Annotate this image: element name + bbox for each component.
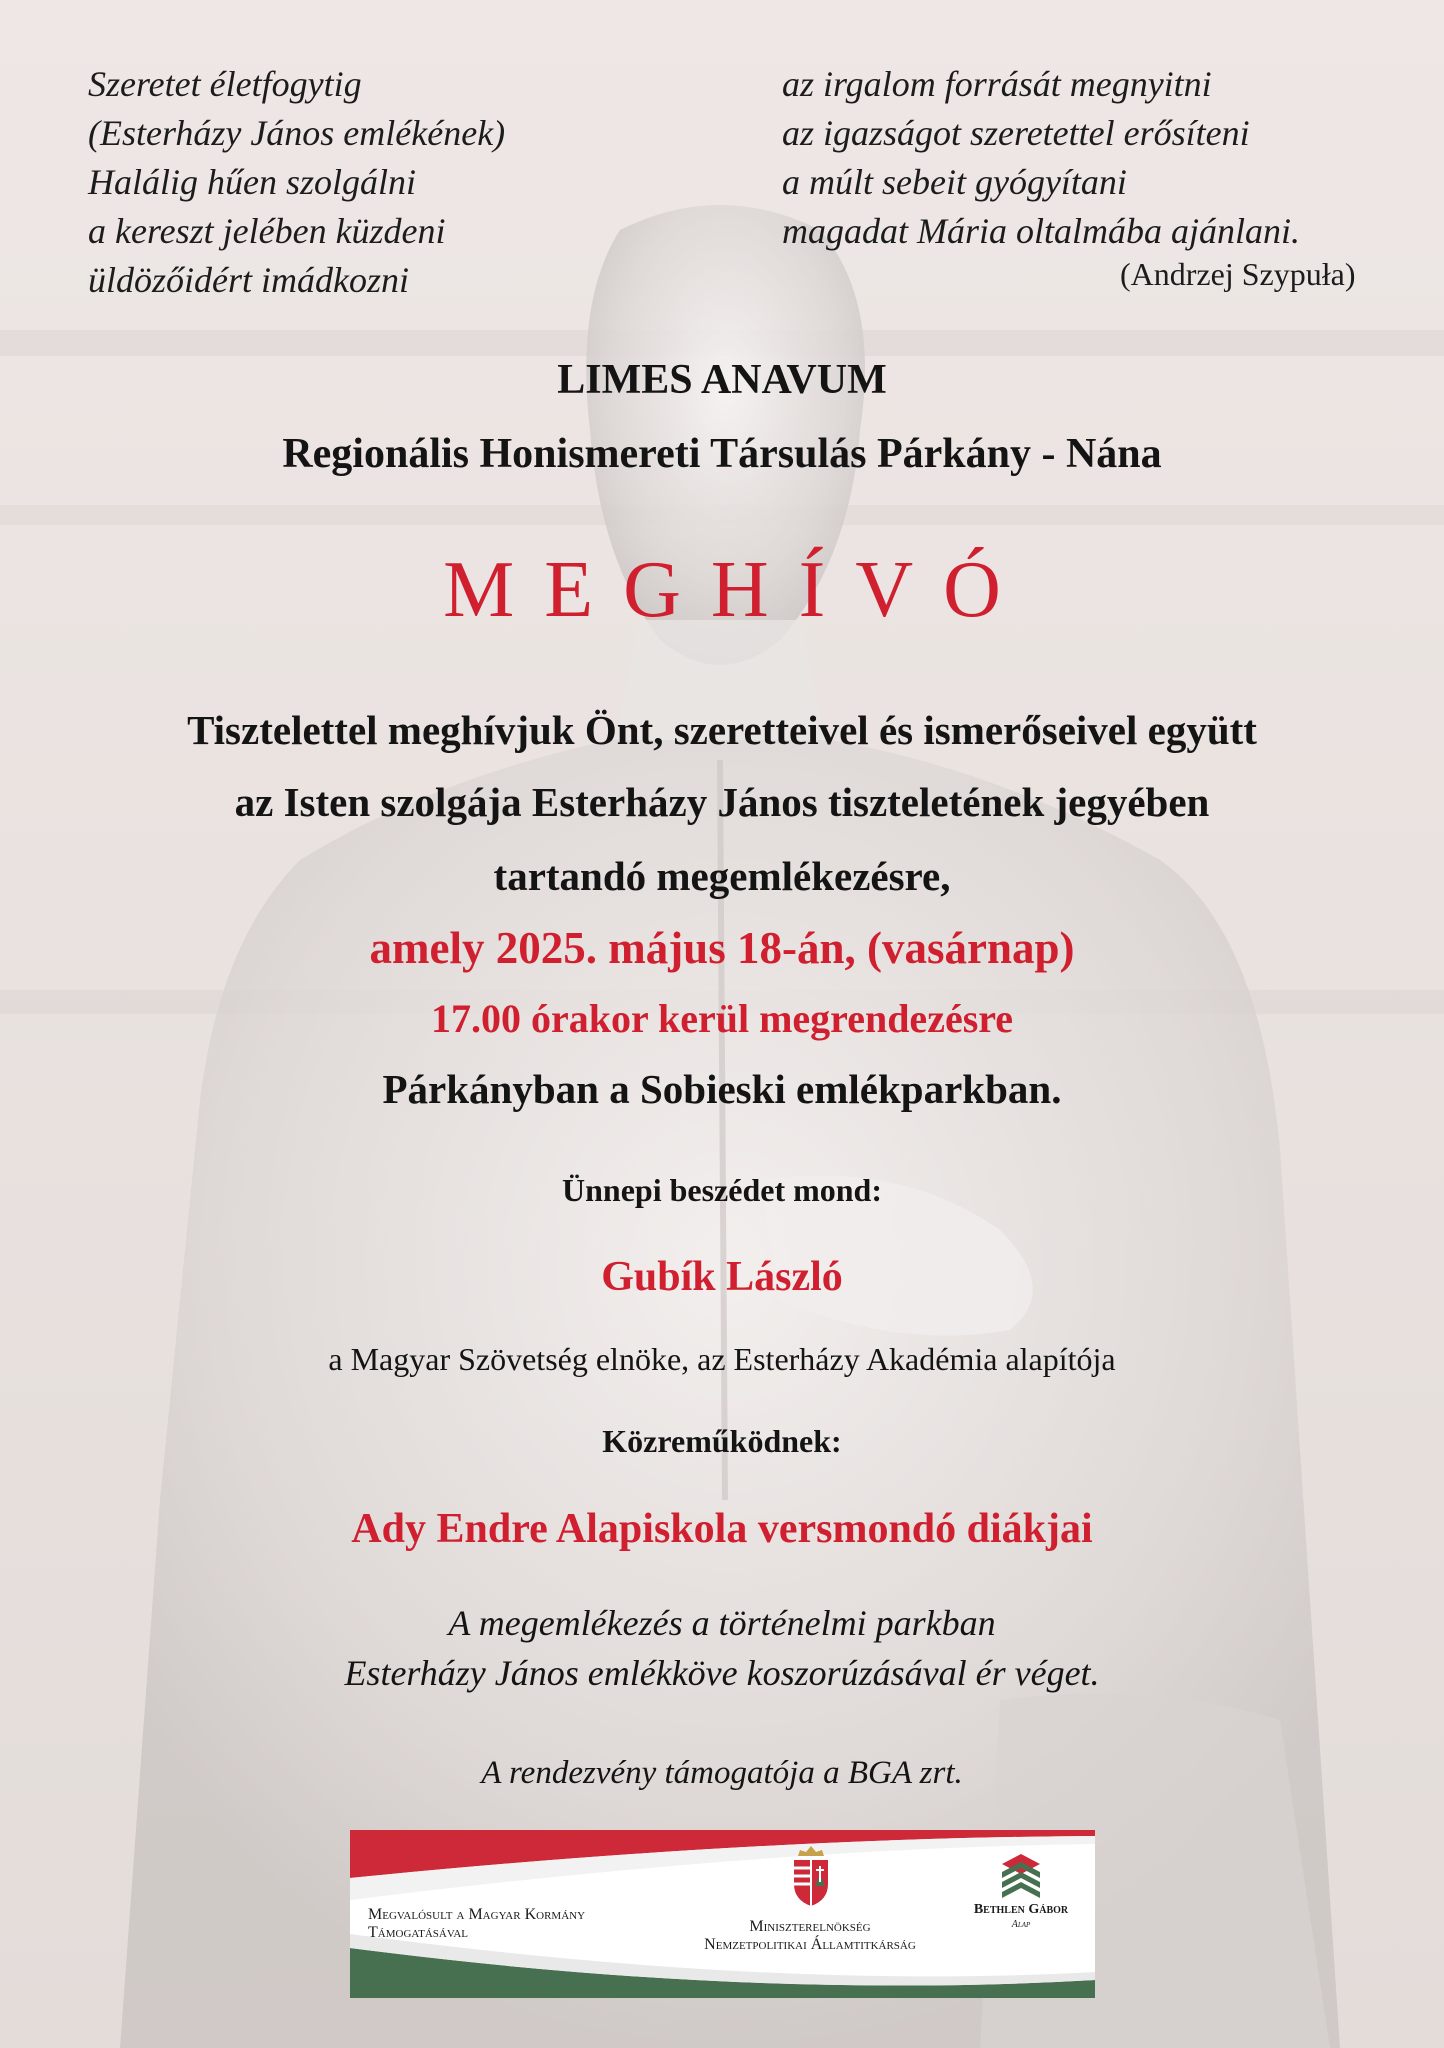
poem-line: Halálig hűen szolgálni xyxy=(88,162,417,202)
poem-line: (Esterházy János emlékének) xyxy=(88,113,506,153)
event-date: amely 2025. május 18-án, (vasárnap) xyxy=(369,923,1075,973)
poem-line: Szeretet életfogytig xyxy=(88,64,362,104)
invitation-line: tartandó megemlékezésre, xyxy=(493,853,951,899)
poem-line: az irgalom forrását megnyitni xyxy=(782,64,1212,104)
sponsor-logo-bar xyxy=(350,1830,1095,1998)
government-support-text xyxy=(368,1906,585,1942)
invitation-line: Tisztelettel meghívjuk Önt, szeretteivel és ismerőseivel együtt xyxy=(187,707,1257,753)
organization-subtitle: Regionális Honismereti Társulás Párkány - Nána xyxy=(282,431,1162,477)
poem-left-column xyxy=(88,60,505,305)
speaker-name: Gubík László xyxy=(601,1254,843,1300)
logo-text-line: Nemzetpolitikai Államtitkárság xyxy=(704,1936,916,1953)
poem-line: a múlt sebeit gyógyítani xyxy=(782,162,1127,202)
sponsor-line: A rendezvény támogatója a BGA zrt. xyxy=(481,1755,963,1791)
organization-name: LIMES ANAVUM xyxy=(557,357,887,403)
poem-author: (Andrzej Szypuła) xyxy=(1120,256,1356,292)
speaker-role: a Magyar Szövetség elnöke, az Esterházy Akadémia alapítója xyxy=(328,1341,1116,1377)
logo-text-line: Támogatásával xyxy=(368,1924,469,1941)
speech-header: Ünnepi beszédet mond: xyxy=(561,1172,882,1208)
event-time: 17.00 órakor kerül megrendezésre xyxy=(430,996,1014,1041)
poem-line: a kereszt jelében küzdeni xyxy=(88,211,446,251)
poem-right-column xyxy=(782,60,1300,256)
hungarian-coat-of-arms-icon xyxy=(790,1846,832,1908)
closing-line: Esterházy János emlékköve koszorúzásával ér véget. xyxy=(344,1653,1100,1693)
invitation-line: az Isten szolgája Esterházy János tiszteletének jegyében xyxy=(234,779,1210,825)
page-title: MEGHÍVÓ xyxy=(443,546,1031,634)
logo-text-line: Alap xyxy=(1011,1919,1031,1930)
contributors: Ady Endre Alapiskola versmondó diákjai xyxy=(351,1506,1093,1552)
logo-text-line: Miniszterelnökség xyxy=(749,1918,871,1935)
poem-line: magadat Mária oltalmába ajánlani. xyxy=(782,211,1301,251)
closing-line: A megemlékezés a történelmi parkban xyxy=(448,1603,996,1643)
event-place: Párkányban a Sobieski emlékparkban. xyxy=(382,1066,1062,1112)
contributors-header: Közreműködnek: xyxy=(602,1423,842,1459)
poem-line: az igazságot szeretettel erősíteni xyxy=(782,113,1250,153)
logo-text-line: Bethlen Gábor xyxy=(973,1902,1069,1917)
poem-line: üldözőidért imádkozni xyxy=(88,260,409,300)
ministry-text xyxy=(685,1918,935,1954)
logo-text-line: Megvalósult a Magyar Kormány xyxy=(368,1906,586,1923)
bga-text xyxy=(960,1902,1082,1932)
bethlen-gabor-logo-icon xyxy=(1000,1852,1042,1898)
